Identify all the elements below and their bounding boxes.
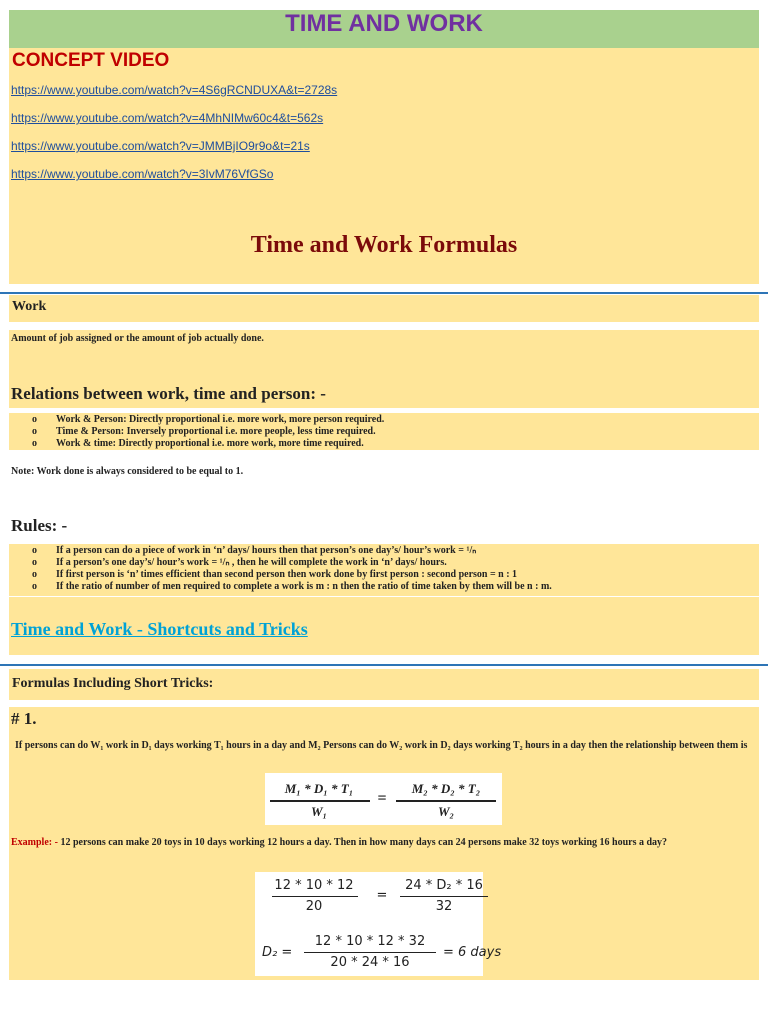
rules-list: [32, 545, 752, 593]
eq2-numerator: 12 * 10 * 12 * 32: [314, 934, 426, 949]
shortcuts-link[interactable]: Time and Work - Shortcuts and Tricks: [11, 619, 308, 639]
eq1-right-numerator: 24 * D₂ * 16: [405, 878, 483, 893]
eq1-right-denominator: 32: [435, 899, 453, 914]
trick-number: # 1.: [11, 709, 37, 728]
formula-right-denominator: W₂: [437, 804, 455, 819]
formula-right-numerator: M₂ * D₂ * T₂: [411, 781, 481, 796]
relations-list: [32, 414, 752, 450]
eq1-equals: =: [376, 888, 388, 903]
list-item: o If a person’s one day’s/ hour’s work = ¹/ₙ , then he will complete the work in ‘n’ days/ hours.: [32, 557, 447, 568]
eq1-left-numerator: 12 * 10 * 12: [274, 878, 354, 893]
list-item: o If a person can do a piece of work in ‘n’ days/ hours then that person’s one day’s/ hour’s work = ¹/ₙ: [32, 545, 477, 556]
eq2-lhs: D₂ =: [262, 945, 293, 960]
divider: [0, 664, 768, 666]
video-link-3[interactable]: https://www.youtube.com/watch?v=JMMBjIO9r9o&t=21s: [11, 139, 310, 153]
eq2-denominator: 20 * 24 * 16: [330, 955, 410, 970]
tricks-heading: Formulas Including Short Tricks:: [12, 676, 214, 691]
video-link-1[interactable]: https://www.youtube.com/watch?v=4S6gRCNDUXA&t=2728s: [11, 83, 338, 97]
trick-description: If persons can do W₁ work in D₁ days working T₁ hours in a day and M₂ Persons can do W₂ work in D₂ days working T₂ hours in a day then the relationship between them is: [15, 740, 748, 751]
formula-left-numerator: M₁ * D₁ * T₁: [284, 781, 354, 796]
relations-heading: Relations between work, time and person: -: [11, 384, 326, 403]
list-item: o If first person is ‘n’ times efficient than second person then work done by first person : second person = n : 1: [32, 569, 518, 580]
fraction-bar: [396, 800, 496, 802]
video-link-2[interactable]: https://www.youtube.com/watch?v=4MhNIMw60c4&t=562s: [11, 111, 324, 125]
formula-left-denominator: W₁: [310, 804, 328, 819]
list-item: o If the ratio of number of men required to complete a work is m : n then the ratio of time taken by them will be n : m.: [32, 581, 552, 592]
divider: [0, 292, 768, 294]
list-item: o Time & Person: Inversely proportional i.e. more people, less time required.: [32, 426, 376, 437]
fraction-bar: [304, 952, 436, 953]
fraction-bar: [272, 896, 358, 897]
eq2-result: = 6 days: [443, 945, 502, 960]
work-heading-band: [9, 295, 759, 322]
example: [11, 836, 751, 849]
list-item: o Work & time: Directly proportional i.e. more work, more time required.: [32, 438, 364, 449]
concept-video-label: CONCEPT VIDEO: [12, 50, 170, 71]
example-text: 12 persons can make 20 toys in 10 days working 12 hours a day. Then in how many days can 24 persons make 32 toys working 16 hours a day?: [57, 837, 668, 848]
list-item: o Work & Person: Directly proportional i.e. more work, more person required.: [32, 414, 385, 425]
example-label: Example: -: [11, 837, 58, 848]
note: Note: Work done is always considered to be equal to 1.: [11, 466, 244, 477]
eq1-left-denominator: 20: [305, 899, 323, 914]
work-heading: Work: [12, 299, 47, 314]
rules-heading: Rules: -: [11, 516, 68, 535]
page-title: TIME AND WORK: [285, 10, 483, 37]
fraction-bar: [270, 800, 370, 802]
formulas-title: Time and Work Formulas: [250, 232, 518, 258]
formula-equals: =: [377, 790, 387, 807]
video-link-4[interactable]: https://www.youtube.com/watch?v=3IvM76VfGSo: [11, 167, 274, 181]
fraction-bar: [400, 896, 488, 897]
work-definition: Amount of job assigned or the amount of job actually done.: [11, 333, 264, 344]
